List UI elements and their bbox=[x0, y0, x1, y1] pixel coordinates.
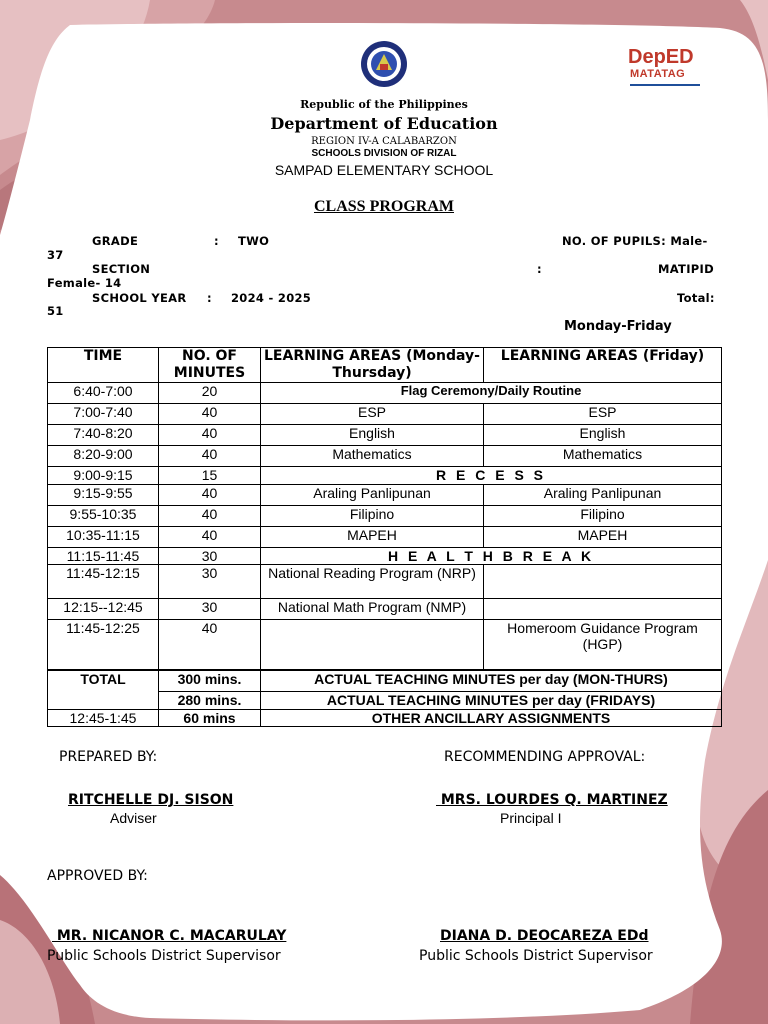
approved-name-1: MR. NICANOR C. MACARULAY bbox=[52, 928, 287, 944]
minutes-cell: 40 bbox=[159, 485, 261, 506]
deped-matatag-logo bbox=[626, 44, 706, 94]
minutes-cell: 40 bbox=[159, 620, 261, 670]
mon-thu-cell: MAPEH bbox=[261, 527, 484, 548]
table-row bbox=[48, 404, 722, 425]
mon-thu-cell: Mathematics bbox=[261, 446, 484, 467]
pupils-label: NO. OF PUPILS: Male- bbox=[562, 234, 708, 248]
total-minutes-cell: 300 mins. bbox=[159, 670, 261, 692]
section-value: MATIPID bbox=[658, 262, 714, 276]
table-row bbox=[48, 548, 722, 565]
department-line: Department of Education bbox=[270, 114, 498, 133]
recommending-name: MRS. LOURDES Q. MARTINEZ bbox=[436, 792, 668, 808]
recess-cell: R E C E S S bbox=[261, 467, 722, 485]
time-cell: 11:45-12:25 bbox=[48, 620, 159, 670]
minutes-cell: 40 bbox=[159, 404, 261, 425]
time-cell: 9:15-9:55 bbox=[48, 485, 159, 506]
minutes-cell: 30 bbox=[159, 565, 261, 599]
friday-cell: ESP bbox=[484, 404, 722, 425]
table-row bbox=[48, 425, 722, 446]
minutes-cell: 20 bbox=[159, 383, 261, 404]
table-row bbox=[48, 599, 722, 620]
section-label: SECTION bbox=[92, 262, 151, 276]
minutes-cell: 15 bbox=[159, 467, 261, 485]
friday-cell bbox=[484, 565, 722, 599]
logo-underline bbox=[630, 84, 700, 86]
mon-thu-cell: ESP bbox=[261, 404, 484, 425]
section-colon: : bbox=[537, 262, 542, 276]
class-program-table bbox=[47, 347, 722, 727]
friday-cell bbox=[484, 599, 722, 620]
mon-thu-cell: National Math Program (NMP) bbox=[261, 599, 484, 620]
table-row bbox=[48, 620, 722, 670]
time-cell: 11:45-12:15 bbox=[48, 565, 159, 599]
health-break-cell: H E A L T H B R E A K bbox=[261, 548, 722, 565]
minutes-cell: 40 bbox=[159, 506, 261, 527]
prepared-role: Adviser bbox=[110, 810, 157, 826]
approved-name-2: DIANA D. DEOCAREZA EDd bbox=[440, 928, 649, 944]
republic-line: Republic of the Philippines bbox=[300, 98, 468, 111]
friday-cell: Mathematics bbox=[484, 446, 722, 467]
total-label-cell: TOTAL bbox=[48, 670, 159, 710]
deped-logo-text: DepED bbox=[628, 46, 694, 68]
time-cell: 7:40-8:20 bbox=[48, 425, 159, 446]
male-count: 37 bbox=[47, 248, 64, 262]
prepared-name: RITCHELLE DJ. SISON bbox=[68, 792, 234, 808]
time-cell: 12:45-1:45 bbox=[48, 710, 159, 727]
school-year-colon: : bbox=[207, 291, 212, 305]
recommending-role: Principal I bbox=[500, 810, 562, 826]
header-minutes: NO. OF MINUTES bbox=[159, 348, 261, 383]
time-cell: 8:20-9:00 bbox=[48, 446, 159, 467]
division-line: SCHOOLS DIVISION OF RIZAL bbox=[311, 148, 457, 159]
prepared-by-label: PREPARED BY: bbox=[59, 749, 158, 765]
mon-thu-cell: Araling Panlipunan bbox=[261, 485, 484, 506]
friday-cell: Filipino bbox=[484, 506, 722, 527]
table-header-row bbox=[48, 348, 722, 383]
header-time: TIME bbox=[48, 348, 159, 383]
school-name: SAMPAD ELEMENTARY SCHOOL bbox=[274, 162, 494, 178]
female-count: Female- 14 bbox=[47, 276, 122, 290]
table-row bbox=[48, 710, 722, 727]
header-mon-thu: LEARNING AREAS (Monday-Thursday) bbox=[261, 348, 484, 383]
mon-thu-cell bbox=[261, 620, 484, 670]
time-cell: 11:15-11:45 bbox=[48, 548, 159, 565]
table-row bbox=[48, 670, 722, 692]
minutes-cell: 30 bbox=[159, 548, 261, 565]
total-value: 51 bbox=[47, 304, 64, 318]
total-desc-cell: ACTUAL TEACHING MINUTES per day (MON-THURS) bbox=[261, 670, 722, 692]
friday-desc-cell: ACTUAL TEACHING MINUTES per day (FRIDAYS) bbox=[261, 692, 722, 710]
approved-role-2: Public Schools District Supervisor bbox=[419, 948, 653, 964]
matatag-logo-text: MATATAG bbox=[630, 68, 686, 80]
minutes-cell: 30 bbox=[159, 599, 261, 620]
school-year-value: 2024 - 2025 bbox=[231, 291, 312, 305]
approved-role-1: Public Schools District Supervisor bbox=[47, 948, 281, 964]
mon-thu-cell: Filipino bbox=[261, 506, 484, 527]
friday-minutes-cell: 280 mins. bbox=[159, 692, 261, 710]
mon-thu-cell: National Reading Program (NRP) bbox=[261, 565, 484, 599]
minutes-cell: 40 bbox=[159, 446, 261, 467]
table-row bbox=[48, 446, 722, 467]
grade-label: GRADE bbox=[92, 234, 139, 248]
total-label: Total: bbox=[677, 291, 715, 305]
recommending-label: RECOMMENDING APPROVAL: bbox=[444, 749, 646, 765]
table-row bbox=[48, 467, 722, 485]
friday-cell: Homeroom Guidance Program (HGP) bbox=[484, 620, 722, 670]
friday-cell: English bbox=[484, 425, 722, 446]
table-row bbox=[48, 383, 722, 404]
table-row bbox=[48, 527, 722, 548]
friday-cell: Araling Panlipunan bbox=[484, 485, 722, 506]
minutes-cell: 40 bbox=[159, 425, 261, 446]
approved-by-label: APPROVED BY: bbox=[47, 868, 148, 884]
page-title: CLASS PROGRAM bbox=[313, 198, 454, 215]
ancillary-desc-cell: OTHER ANCILLARY ASSIGNMENTS bbox=[261, 710, 722, 727]
ancillary-minutes-cell: 60 mins bbox=[159, 710, 261, 727]
time-cell: 9:55-10:35 bbox=[48, 506, 159, 527]
header-friday: LEARNING AREAS (Friday) bbox=[484, 348, 722, 383]
time-cell: 9:00-9:15 bbox=[48, 467, 159, 485]
friday-cell: MAPEH bbox=[484, 527, 722, 548]
flag-ceremony-cell: Flag Ceremony/Daily Routine bbox=[261, 383, 722, 404]
table-row bbox=[48, 565, 722, 599]
grade-value: TWO bbox=[238, 234, 270, 248]
mon-thu-cell: English bbox=[261, 425, 484, 446]
time-cell: 6:40-7:00 bbox=[48, 383, 159, 404]
table-row bbox=[48, 506, 722, 527]
time-cell: 10:35-11:15 bbox=[48, 527, 159, 548]
time-cell: 7:00-7:40 bbox=[48, 404, 159, 425]
deped-seal-icon bbox=[360, 40, 408, 88]
grade-colon: : bbox=[214, 234, 219, 248]
minutes-cell: 40 bbox=[159, 527, 261, 548]
table-row bbox=[48, 485, 722, 506]
schedule-days: Monday-Friday bbox=[564, 319, 672, 334]
school-year-label: SCHOOL YEAR bbox=[92, 291, 187, 305]
time-cell: 12:15--12:45 bbox=[48, 599, 159, 620]
region-line: REGION IV-A CALABARZON bbox=[311, 136, 457, 147]
